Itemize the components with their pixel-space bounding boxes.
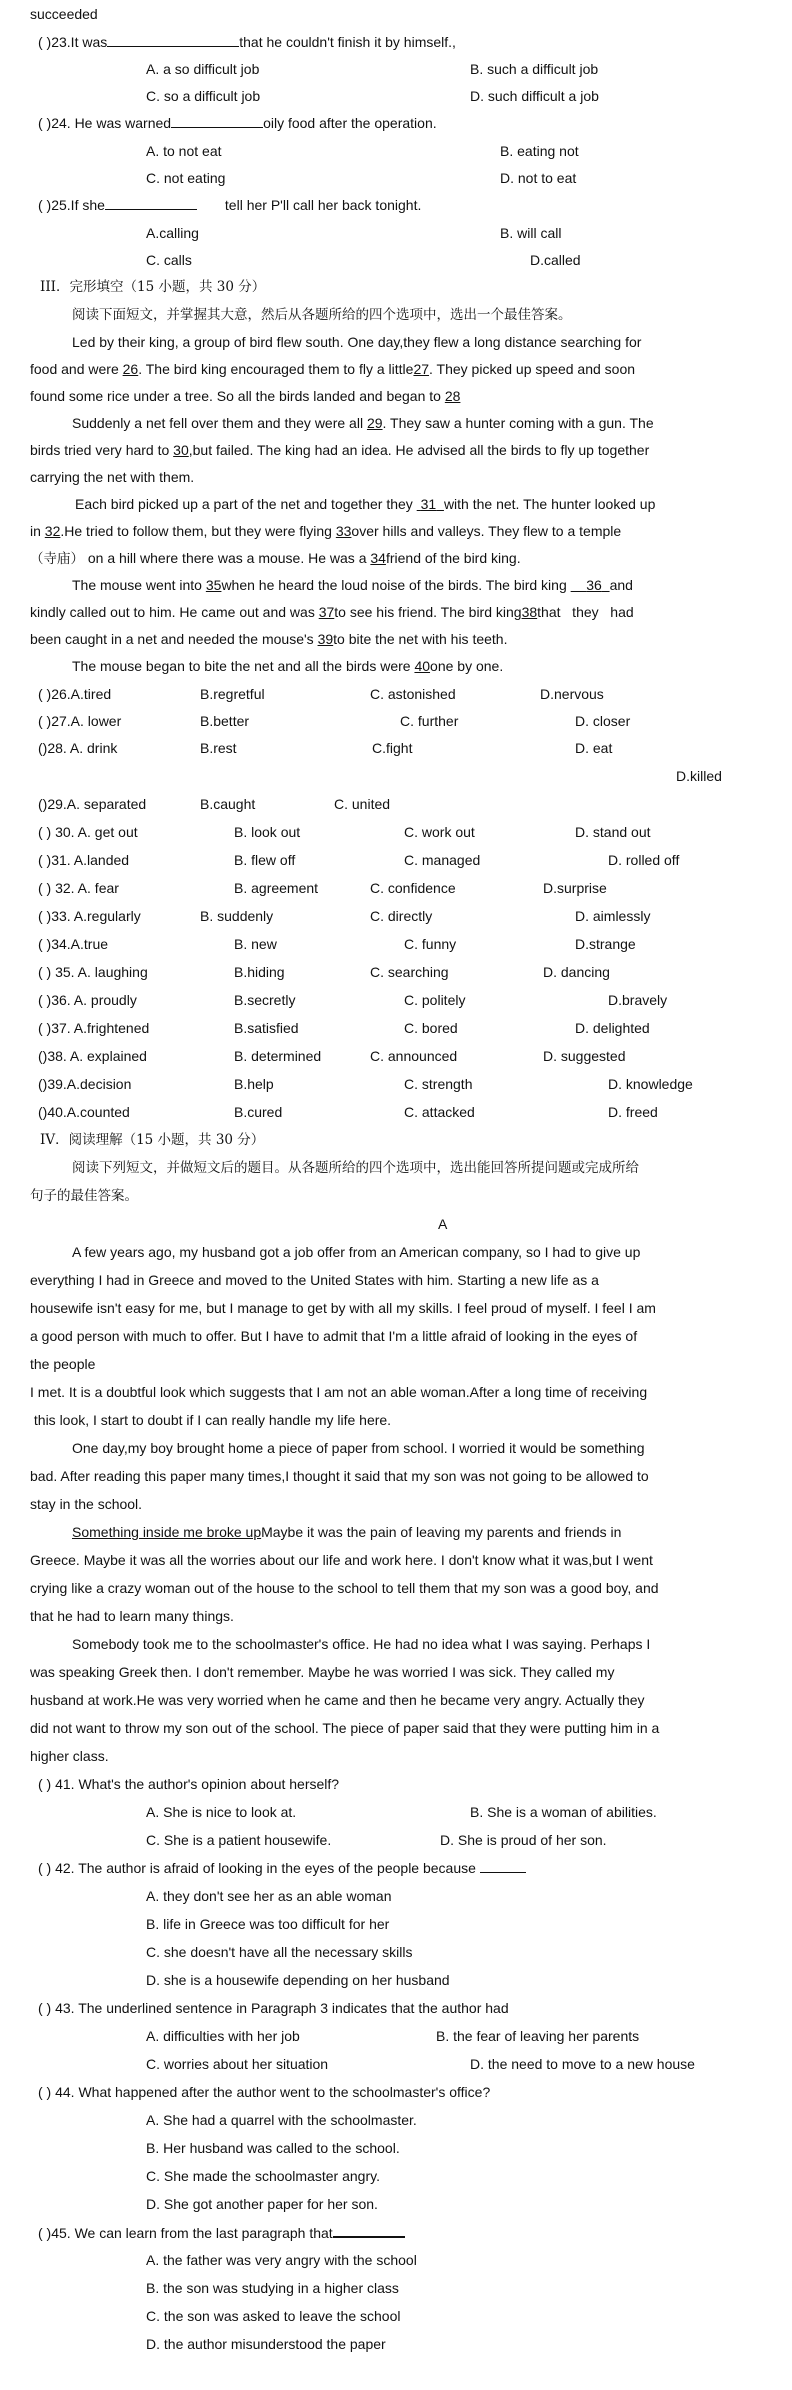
passage-line: The mouse went into 35when he heard the loud noise of the birds. The bird king 36 and <box>72 577 633 593</box>
passage-line: found some rice under a tree. So all the birds landed and began to 28 <box>30 388 461 404</box>
option: C. so a difficult job <box>146 88 261 104</box>
option: B. such a difficult job <box>470 61 599 77</box>
option: D. stand out <box>575 824 651 840</box>
option: D. knowledge <box>608 1076 693 1092</box>
question-28: ()28. A. drink <box>38 740 118 756</box>
section-3-heading: III．完形填空（15 小题，共 30 分） <box>40 279 266 295</box>
passage-line: husband at work.He was very worried when he came and then he became very angry. Actually they <box>30 1692 645 1708</box>
answer-blank[interactable] <box>105 195 197 210</box>
blank-27[interactable]: 27 <box>413 361 430 377</box>
blank-40[interactable]: 40 <box>414 658 431 674</box>
option: D.nervous <box>540 686 604 702</box>
question-35: ( ) 35. A. laughing <box>38 964 148 980</box>
question-39: ()39.A.decision <box>38 1076 132 1092</box>
answer-blank[interactable] <box>171 113 263 128</box>
blank-28[interactable]: 28 <box>444 388 461 404</box>
question-26: ( )26.A.tired <box>38 686 112 702</box>
passage-line: birds tried very hard to 30,but failed. The king had an idea. He advised all the birds to fly up together <box>30 442 650 458</box>
option: B.regretful <box>200 686 265 702</box>
question-30: ( ) 30. A. get out <box>38 824 138 840</box>
option: C. searching <box>370 964 449 980</box>
option: B. Her husband was called to the school. <box>146 2140 400 2156</box>
passage-line: been caught in a net and needed the mouse's 39to bite the net with his teeth. <box>30 631 508 647</box>
option: B. life in Greece was too difficult for her <box>146 1916 390 1932</box>
question-45: ( )45. We can learn from the last paragraph that <box>38 2222 405 2243</box>
passage-line: Suddenly a net fell over them and they were all 29. They saw a hunter coming with a gun. The <box>72 415 654 431</box>
option: A. a so difficult job <box>146 61 260 77</box>
option: B.secretly <box>234 992 296 1008</box>
option: D.surprise <box>543 880 607 896</box>
option: A. difficulties with her job <box>146 2028 300 2044</box>
option: D.strange <box>575 936 636 952</box>
passage-line: housewife isn't easy for me, but I manage to get by with all my skills. I feel proud of myself. I feel I am <box>30 1300 656 1316</box>
option: B.satisfied <box>234 1020 299 1036</box>
question-25-stem: ( )25.If she <box>38 197 105 213</box>
question-25-stem-end: tell her P'll call her back tonight. <box>224 197 422 213</box>
underlined-sentence: Something inside me broke up <box>72 1524 262 1540</box>
blank-39[interactable]: 39 <box>317 631 334 647</box>
option: D.bravely <box>608 992 668 1008</box>
option: D. such difficult a job <box>470 88 599 104</box>
option: B. agreement <box>234 880 319 896</box>
option: D. closer <box>575 713 631 729</box>
option: B.rest <box>200 740 237 756</box>
option: C. not eating <box>146 170 226 186</box>
blank-38[interactable]: 38 <box>521 604 538 620</box>
passage-line: I met. It is a doubtful look which suggests that I am not an able woman.After a long time of receiving <box>30 1384 648 1400</box>
blank-33[interactable]: 33 <box>335 523 352 539</box>
option: B.cured <box>234 1104 283 1120</box>
question-43: ( ) 43. The underlined sentence in Paragraph 3 indicates that the author had <box>38 2000 509 2016</box>
option: C.fight <box>372 740 413 756</box>
blank-30[interactable]: 30 <box>173 442 189 458</box>
question-32: ( ) 32. A. fear <box>38 880 119 896</box>
passage-line: the people <box>30 1356 96 1372</box>
question-24-stem: ( )24. He was warned <box>38 115 172 131</box>
option: B. eating not <box>500 143 579 159</box>
option: D. delighted <box>575 1020 650 1036</box>
passage-line: a good person with much to offer. But I have to admit that I'm a little afraid of looking in the eyes of <box>30 1328 638 1344</box>
passage-line: was speaking Greek then. I don't remember. Maybe he was worried I was sick. They called my <box>30 1664 615 1680</box>
option: A. She is nice to look at. <box>146 1804 297 1820</box>
question-23-stem: ( )23.It was <box>38 34 108 50</box>
option: D. suggested <box>543 1048 626 1064</box>
option: B. She is a woman of abilities. <box>470 1804 657 1820</box>
section-4-instruction-cont: 句子的最佳答案。 <box>30 1188 138 1204</box>
section-4-heading: IV．阅读理解（15 小题，共 30 分） <box>40 1132 265 1148</box>
option: D. She got another paper for her son. <box>146 2196 378 2212</box>
option: B. will call <box>500 225 562 241</box>
option: D. freed <box>608 1104 658 1120</box>
option: D.killed <box>676 768 722 784</box>
question-24-stem-end: oily food after the operation. <box>263 115 437 131</box>
option: C. further <box>400 713 459 729</box>
passage-line: One day,my boy brought home a piece of paper from school. I worried it would be something <box>72 1440 645 1456</box>
option: C. calls <box>146 252 192 268</box>
option: C. announced <box>370 1048 458 1064</box>
passage-line: bad. After reading this paper many times,I thought it said that my son was not going to be allowed to <box>30 1468 649 1484</box>
passage-line: Each bird picked up a part of the net and together they 31 with the net. The hunter looked up <box>75 496 656 512</box>
option: B. look out <box>234 824 301 840</box>
option: C. attacked <box>404 1104 475 1120</box>
option: C. work out <box>404 824 475 840</box>
question-38: ()38. A. explained <box>38 1048 147 1064</box>
option: A. to not eat <box>146 143 222 159</box>
question-34: ( )34.A.true <box>38 936 109 952</box>
option: B.better <box>200 713 250 729</box>
passage-line: kindly called out to him. He came out and was 37to see his friend. The bird king38that they had <box>30 604 634 620</box>
option: C. funny <box>404 936 457 952</box>
option: D. the need to move to a new house <box>470 2056 695 2072</box>
option: C. directly <box>370 908 433 924</box>
passage-line: crying like a crazy woman out of the house to the school to tell them that my son was a good boy, and <box>30 1580 659 1596</box>
option: D. rolled off <box>608 852 680 868</box>
blank-37[interactable]: 37 <box>318 604 335 620</box>
passage-line: The mouse began to bite the net and all the birds were 40one by one. <box>72 658 504 674</box>
option: B.hiding <box>234 964 285 980</box>
question-29: ()29.A. separated <box>38 796 147 812</box>
option: C. bored <box>404 1020 458 1036</box>
section-3-instruction: 阅读下面短文，并掌握其大意，然后从各题所给的四个选项中，选出一个最佳答案。 <box>72 307 572 323</box>
question-23-stem-end: that he couldn't finish it by himself., <box>239 34 456 50</box>
answer-blank[interactable] <box>107 32 239 47</box>
option: C. She is a patient housewife. <box>146 1832 332 1848</box>
option: B.caught <box>200 796 256 812</box>
blank-34[interactable]: 34 <box>370 550 386 566</box>
blank-36[interactable]: 36 <box>586 577 602 593</box>
option: D. eat <box>575 740 613 756</box>
question-36: ( )36. A. proudly <box>38 992 137 1008</box>
passage-line: did not want to throw my son out of the school. The piece of paper said that they were putting him in a <box>30 1720 660 1736</box>
passage-line: stay in the school. <box>30 1496 143 1512</box>
blank-35[interactable]: 35 <box>205 577 222 593</box>
option: C. the son was asked to leave the school <box>146 2308 401 2324</box>
answer-blank[interactable] <box>480 1858 526 1873</box>
section-4-instruction: 阅读下列短文，并做短文后的题目。从各题所给的四个选项中，选出能回答所提问题或完成所给 <box>72 1160 639 1176</box>
passage-line: Greece. Maybe it was all the worries about our life and work here. I don't know what it was,but I went <box>30 1552 653 1568</box>
option: A. the father was very angry with the school <box>146 2252 417 2268</box>
option: D. dancing <box>543 964 610 980</box>
option: B. suddenly <box>200 908 274 924</box>
question-41: ( ) 41. What's the author's opinion about herself? <box>38 1776 340 1792</box>
question-31: ( )31. A.landed <box>38 852 130 868</box>
passage-line: Somebody took me to the schoolmaster's office. He had no idea what I was saying. Perhaps I <box>72 1636 651 1652</box>
question-23 <box>38 32 456 52</box>
option: C. politely <box>404 992 466 1008</box>
option: D.called <box>530 252 581 268</box>
passage-line: food and were 26. The bird king encouraged them to fly a little27. They picked up speed and soon <box>30 361 636 377</box>
option: A. She had a quarrel with the schoolmaster. <box>146 2112 417 2128</box>
answer-blank[interactable] <box>333 2222 405 2238</box>
blank-26[interactable]: 26 <box>122 361 139 377</box>
option: D. she is a housewife depending on her husband <box>146 1972 450 1988</box>
passage-line: （寺庙） on a hill where there was a mouse. He was a 34friend of the bird king. <box>30 550 521 567</box>
passage-line: A few years ago, my husband got a job offer from an American company, so I had to give up <box>72 1244 641 1260</box>
option: B.help <box>234 1076 274 1092</box>
option: B. new <box>234 936 277 952</box>
blank-32[interactable]: 32 <box>44 523 61 539</box>
passage-label: A <box>438 1216 448 1232</box>
option: C. united <box>334 796 391 812</box>
option: D. She is proud of her son. <box>440 1832 607 1848</box>
question-40: ()40.A.counted <box>38 1104 130 1120</box>
passage-line: higher class. <box>30 1748 109 1764</box>
option: D. not to eat <box>500 170 577 186</box>
passage-line: this look, I start to doubt if I can really handle my life here. <box>30 1412 392 1428</box>
passage-line: in 32.He tried to follow them, but they were flying 33over hills and valleys. They flew to a temple <box>30 523 622 539</box>
passage-line: everything I had in Greece and moved to the United States with him. Starting a new life as a <box>30 1272 599 1288</box>
top-word: succeeded <box>30 6 98 22</box>
passage-line: that he had to learn many things. <box>30 1608 234 1624</box>
question-37: ( )37. A.frightened <box>38 1020 150 1036</box>
option: C. she doesn't have all the necessary skills <box>146 1944 413 1960</box>
blank-29[interactable]: 29 <box>366 415 383 431</box>
passage-line: Something inside me broke upMaybe it was the pain of leaving my parents and friends in <box>72 1524 622 1540</box>
question-24 <box>38 113 437 133</box>
option: C. astonished <box>370 686 456 702</box>
question-27: ( )27.A. lower <box>38 713 122 729</box>
passage-line: carrying the net with them. <box>30 469 195 485</box>
option: B. flew off <box>234 852 296 868</box>
option: C. managed <box>404 852 481 868</box>
question-25 <box>38 195 421 215</box>
option: C. confidence <box>370 880 456 896</box>
option: A.calling <box>146 225 199 241</box>
blank-31[interactable]: 31 <box>420 496 437 512</box>
question-44: ( ) 44. What happened after the author went to the schoolmaster's office? <box>38 2084 491 2100</box>
option: B. determined <box>234 1048 322 1064</box>
question-42: ( ) 42. The author is afraid of looking in the eyes of the people because <box>38 1858 526 1878</box>
option: B. the son was studying in a higher class <box>146 2280 399 2296</box>
option: C. strength <box>404 1076 473 1092</box>
option: C. worries about her situation <box>146 2056 329 2072</box>
option: C. She made the schoolmaster angry. <box>146 2168 380 2184</box>
option: D. aimlessly <box>575 908 651 924</box>
option: B. the fear of leaving her parents <box>436 2028 640 2044</box>
question-33: ( )33. A.regularly <box>38 908 141 924</box>
passage-line: Led by their king, a group of bird flew south. One day,they flew a long distance searching for <box>72 334 642 350</box>
option: D. the author misunderstood the paper <box>146 2336 386 2352</box>
option: A. they don't see her as an able woman <box>146 1888 392 1904</box>
